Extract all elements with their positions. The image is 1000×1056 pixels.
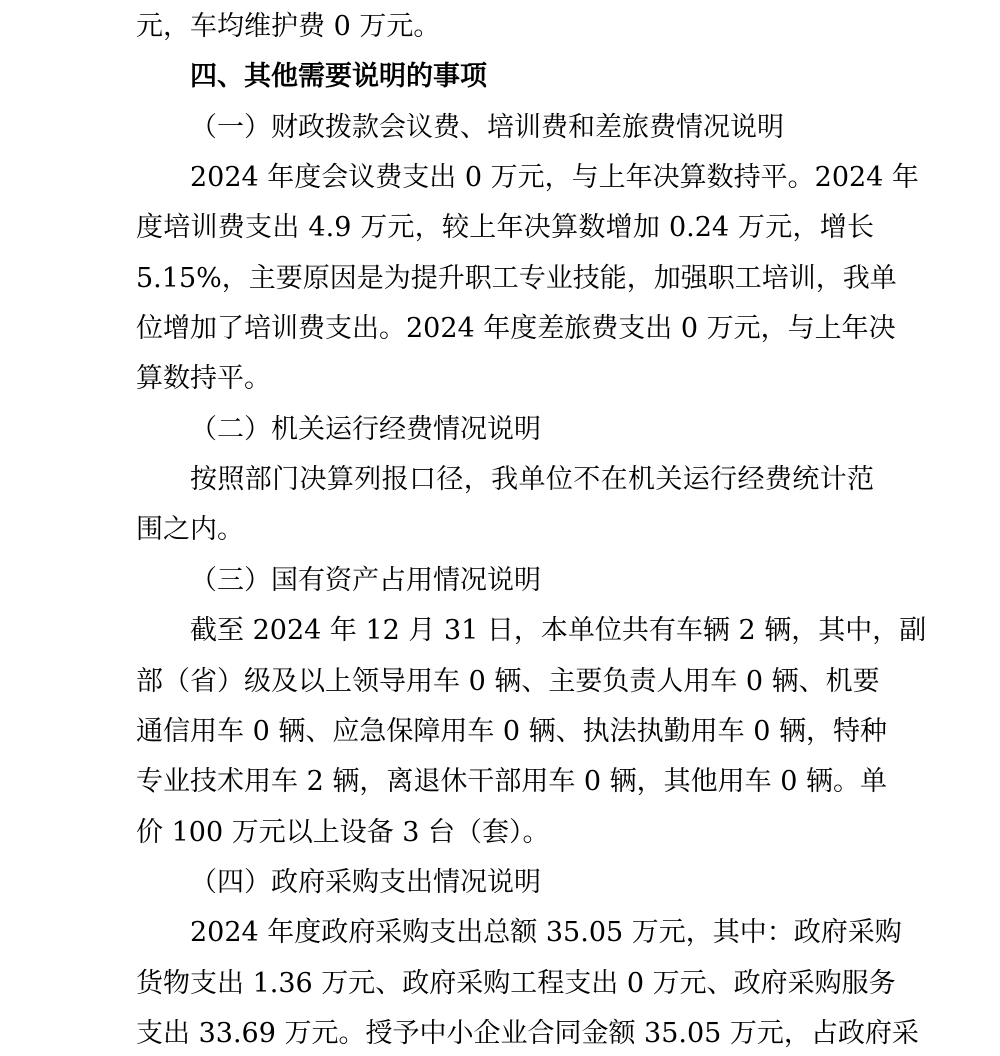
section-heading-other-matters: 四、其他需要说明的事项 — [190, 61, 487, 92]
paragraph-line: 通信用车 0 辆、应急保障用车 0 辆、执法执勤用车 0 辆，特种 — [136, 716, 888, 747]
paragraph-line: 货物支出 1.36 万元、政府采购工程支出 0 万元、政府采购服务 — [136, 968, 896, 999]
subheading-operating-expenses: （二）机关运行经费情况说明 — [190, 414, 541, 445]
paragraph-line: 2024 年度政府采购支出总额 35.05 万元，其中：政府采购 — [190, 917, 902, 948]
paragraph-line: 算数持平。 — [136, 363, 271, 394]
subheading-meeting-training-travel: （一）财政拨款会议费、培训费和差旅费情况说明 — [190, 112, 784, 143]
paragraph-line: 2024 年度会议费支出 0 万元，与上年决算数持平。2024 年 — [190, 162, 919, 193]
paragraph-line: 截至 2024 年 12 月 31 日，本单位共有车辆 2 辆，其中，副 — [190, 615, 927, 646]
paragraph-line: 价 100 万元以上设备 3 台（套）。 — [136, 817, 550, 848]
paragraph-line: 围之内。 — [136, 514, 244, 545]
paragraph-line: 按照部门决算列报口径，我单位不在机关运行经费统计范 — [190, 464, 874, 495]
text-line-continuation: 元，车均维护费 0 万元。 — [136, 11, 441, 42]
paragraph-line: 度培训费支出 4.9 万元，较上年决算数增加 0.24 万元，增长 — [136, 212, 874, 243]
paragraph-line: 部（省）级及以上领导用车 0 辆、主要负责人用车 0 辆、机要 — [136, 666, 880, 697]
subheading-state-assets: （三）国有资产占用情况说明 — [190, 565, 541, 596]
paragraph-line: 5.15%，主要原因是为提升职工专业技能，加强职工培训，我单 — [136, 263, 897, 294]
subheading-government-procurement: （四）政府采购支出情况说明 — [190, 867, 541, 898]
paragraph-line: 专业技术用车 2 辆，离退休干部用车 0 辆，其他用车 0 辆。单 — [136, 766, 888, 797]
paragraph-line: 位增加了培训费支出。2024 年度差旅费支出 0 万元，与上年决 — [136, 313, 896, 344]
paragraph-line: 支出 33.69 万元。授予中小企业合同金额 35.05 万元，占政府采 — [136, 1018, 919, 1049]
